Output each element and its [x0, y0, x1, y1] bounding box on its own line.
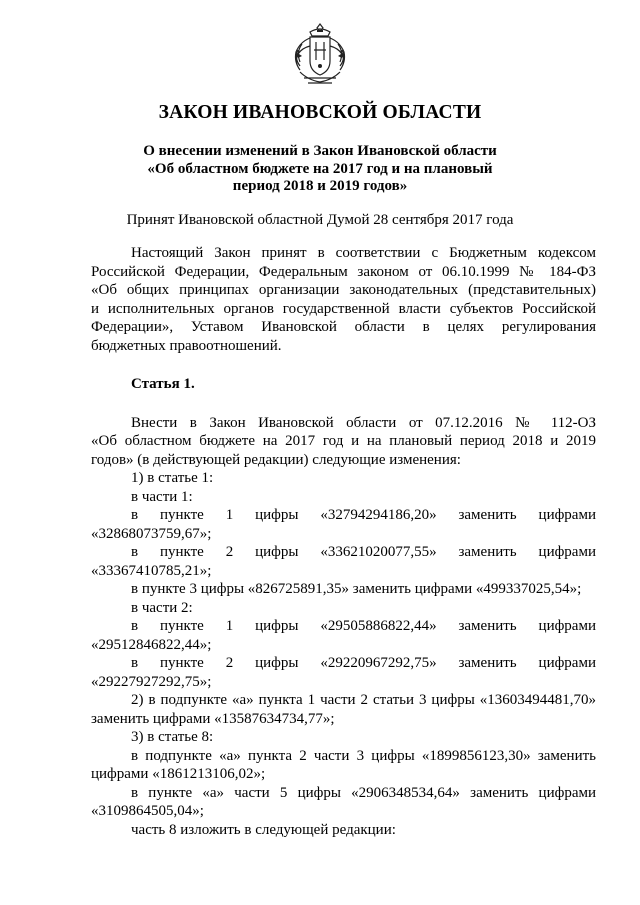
- document-title: ЗАКОН ИВАНОВСКОЙ ОБЛАСТИ: [158, 102, 482, 123]
- text-line: заменить цифрами «13587634734,77»;: [91, 710, 335, 727]
- text-line: в пункте 1 цифры «32794294186,20» заменить цифрами: [131, 507, 596, 523]
- text-line: Федерации», Уставом Ивановской области в целях регулирования: [91, 319, 596, 335]
- text-line: 3) в статье 8:: [131, 729, 214, 745]
- text-line: «3109864505,04»;: [91, 803, 204, 819]
- text-line: в части 1:: [131, 488, 193, 505]
- document-body: [91, 244, 596, 839]
- text-line: «29512846822,44»;: [91, 636, 212, 653]
- text-line: «32868073759,67»;: [91, 525, 212, 542]
- text-line: в пункте «а» части 5 цифры «2906348534,64» заменить цифрами: [131, 784, 596, 801]
- text-line: в пункте 3 цифры «826725891,35» заменить цифрами «499337025,54»;: [131, 581, 582, 597]
- text-line: «33367410785,21»;: [91, 562, 212, 579]
- text-line: «Об общих принципах организации законодательных (представительных): [91, 282, 596, 298]
- subtitle-line: «Об областном бюджете на 2017 год и на плановый: [147, 160, 493, 177]
- adoption-line: Принят Ивановской областной Думой 28 сентября 2017 года: [126, 212, 514, 228]
- text-line: в пункте 2 цифры «29220967292,75» заменить цифрами: [131, 655, 596, 671]
- text-line: бюджетных правоотношений.: [91, 337, 282, 354]
- text-line: в подпункте «а» пункта 2 части 3 цифры «1899856123,30» заменить: [131, 747, 596, 764]
- text-line: часть 8 изложить в следующей редакции:: [131, 821, 396, 838]
- subtitle-line: О внесении изменений в Закон Ивановской области: [143, 143, 497, 159]
- text-line: Настоящий Закон принят в соответствии с Бюджетным кодексом: [131, 245, 596, 261]
- subtitle-line: период 2018 и 2019 годов»: [232, 178, 408, 194]
- text-line: Внести в Закон Ивановской области от 07.12.2016 № 112-ОЗ: [131, 414, 596, 431]
- text-line: цифрами «1861213106,02»;: [91, 766, 266, 782]
- text-line: в пункте 1 цифры «29505886822,44» заменить цифрами: [131, 618, 596, 634]
- text-line: в части 2:: [131, 599, 193, 616]
- text-line: годов» (в действующей редакции) следующие изменения:: [91, 451, 461, 468]
- text-line: «29227927292,75»;: [91, 673, 212, 690]
- document-subtitle: [0, 143, 640, 196]
- preamble-paragraph: [91, 244, 596, 355]
- text-line: в пункте 2 цифры «33621020077,55» заменить цифрами: [131, 544, 596, 560]
- text-line: 2) в подпункте «а» пункта 1 части 2 статьи 3 цифры «13603494481,70»: [131, 692, 596, 708]
- text-line: «Об областном бюджете на 2017 год и на плановый период 2018 и 2019: [91, 433, 596, 449]
- coat-of-arms-emblem-icon: [288, 20, 352, 90]
- article-body: [91, 414, 596, 840]
- text-line: и исполнительных органов государственной власти субъектов Российской: [91, 300, 596, 317]
- article-heading: Статья 1.: [131, 376, 195, 392]
- text-line: 1) в статье 1:: [131, 470, 214, 486]
- text-line: Российской Федерации, Федеральным законом от 06.10.1999 № 184-ФЗ: [91, 263, 596, 280]
